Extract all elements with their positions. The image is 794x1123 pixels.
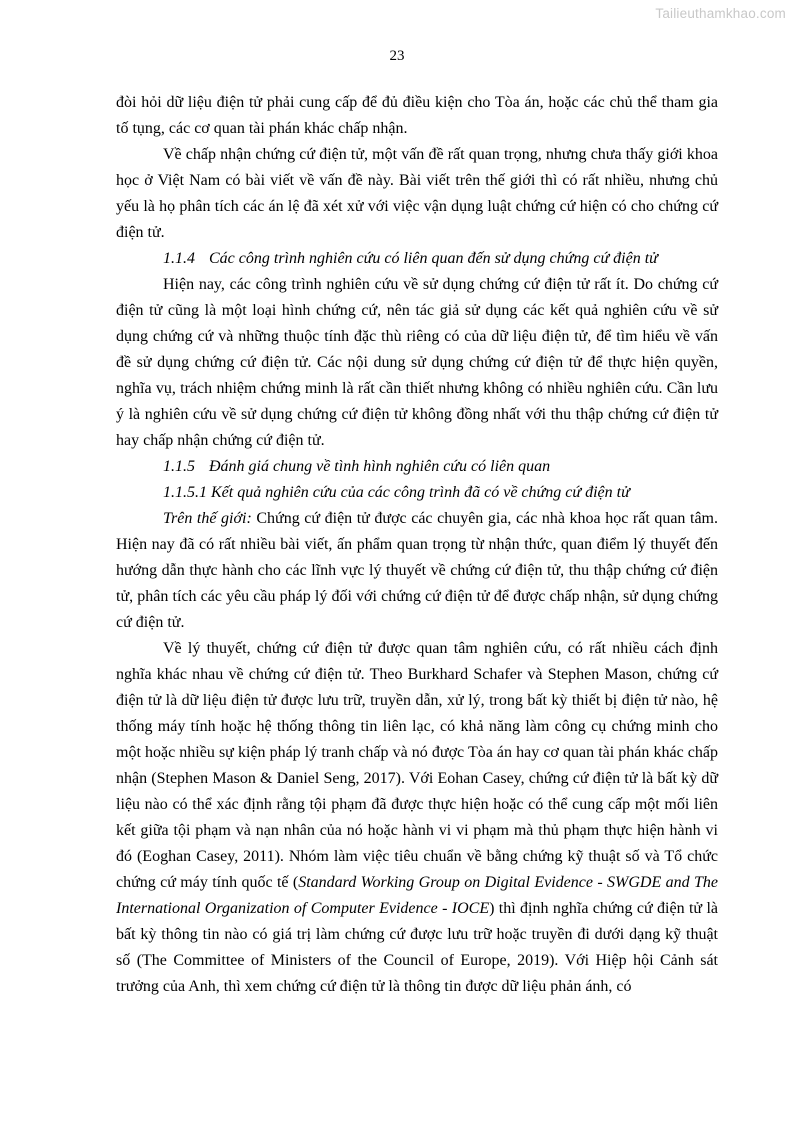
heading-1-1-5 bbox=[116, 454, 718, 480]
heading-text: Đánh giá chung về tình hình nghiên cứu có liên quan bbox=[209, 458, 551, 475]
paragraph-continuation: đòi hỏi dữ liệu điện tử phải cung cấp để đủ điều kiện cho Tòa án, hoặc các chủ thể tham gia tố tụng, các cơ quan tài phán khác chấp nhận. bbox=[116, 94, 718, 137]
paragraph-text: Chứng cứ điện tử được các chuyên gia, các nhà khoa học rất quan tâm. Hiện nay đã có rất nhiều bài viết, ấn phẩm quan trọng từ nhận thức, quan điểm lý thuyết đến hướng dẫn thực hành cho các lĩnh vực lý thuyết về chứng cứ điện tử, thu thập chứng cứ điện tử, phân tích các yêu cầu pháp lý đối với chứng cứ điện tử để được chấp nhận, sử dụng chứng cứ điện tử. bbox=[116, 510, 718, 631]
paragraph-world bbox=[116, 506, 718, 636]
paragraph-acceptance: Về chấp nhận chứng cứ điện tử, một vấn đề rất quan trọng, nhưng chưa thấy giới khoa học ở Việt Nam có bài viết về vấn đề này. Bài viết trên thế giới thì có rất nhiều, nhưng chủ yếu là họ phân tích các án lệ đã xét xử với việc vận dụng luật chứng cứ hiện có cho chứng cứ điện tử. bbox=[116, 146, 718, 241]
watermark: Tailieuthamkhao.com bbox=[655, 6, 786, 21]
heading-text: Các công trình nghiên cứu có liên quan đến sử dụng chứng cứ điện tử bbox=[209, 250, 658, 267]
paragraph-usage: Hiện nay, các công trình nghiên cứu về sử dụng chứng cứ điện tử rất ít. Do chứng cứ điện tử cũng là một loại hình chứng cứ, nên tác giả sử dụng các kết quả nghiên cứu về sử dụng chứng cứ và những thuộc tính đặc thù riêng có của dữ liệu điện tử, để tìm hiểu về vấn đề sử dụng chứng cứ điện tử. Các nội dung sử dụng chứng cứ điện tử để thực hiện quyền, nghĩa vụ, trách nhiệm chứng minh là rất cần thiết nhưng không có nhiều nghiên cứu. Cần lưu ý là nghiên cứu về sử dụng chứng cứ điện tử không đồng nhất với thu thập chứng cứ điện tử hay chấp nhận chứng cứ điện tử. bbox=[116, 276, 718, 449]
paragraph-italic-org: Standard Working Group on Digital Evidence - SWGDE and The International Organization of Computer Evidence - IOCE bbox=[116, 874, 718, 917]
paragraph-theory bbox=[116, 636, 718, 1000]
heading-1-1-5-1: 1.1.5.1 Kết quả nghiên cứu của các công trình đã có về chứng cứ điện tử bbox=[163, 484, 630, 501]
heading-number: 1.1.4 bbox=[163, 250, 195, 267]
paragraph-text-b: ) thì định nghĩa chứng cứ điện tử là bất kỳ thông tin nào có giá trị làm chứng cứ được lưu trữ hoặc truyền đi dưới dạng kỹ thuật số (The Committee of Ministers of the Council of Europe, 2019). Với Hiệp hội Cảnh sát trưởng của Anh, thì xem chứng cứ điện tử là thông tin được dữ liệu phản ánh, có bbox=[116, 900, 718, 995]
paragraph-text-a: Về lý thuyết, chứng cứ điện tử được quan tâm nghiên cứu, có rất nhiều cách định nghĩa khác nhau về chứng cứ điện tử. Theo Burkhard Schafer và Stephen Mason, chứng cứ điện tử là dữ liệu điện tử được lưu trữ, truyền dẫn, xử lý, trong bất kỳ thiết bị điện tử nào, hệ thống máy tính hoặc hệ thống thông tin liên lạc, có khả năng làm công cụ chứng minh cho một hoặc nhiều sự kiện pháp lý tranh chấp và nó được Tòa án hay cơ quan tài phán khác chấp nhận (Stephen Mason & Daniel Seng, 2017). Với Eohan Casey, chứng cứ điện tử là bất kỳ dữ liệu nào có thể xác định rằng tội phạm đã được thực hiện hoặc có thể cung cấp một mối liên kết giữa tội phạm và nạn nhân của nó hoặc hành vi vi phạm mà thủ phạm thực hiện hành vi đó (Eoghan Casey, 2011). Nhóm làm việc tiêu chuẩn về bằng chứng kỹ thuật số và Tổ chức chứng cứ máy tính quốc tế ( bbox=[116, 640, 718, 891]
heading-1-1-4 bbox=[116, 246, 718, 272]
page-number: 23 bbox=[389, 48, 405, 64]
document-body bbox=[116, 90, 718, 1000]
paragraph-lead: Trên thế giới: bbox=[163, 510, 252, 527]
heading-number: 1.1.5 bbox=[163, 458, 195, 475]
